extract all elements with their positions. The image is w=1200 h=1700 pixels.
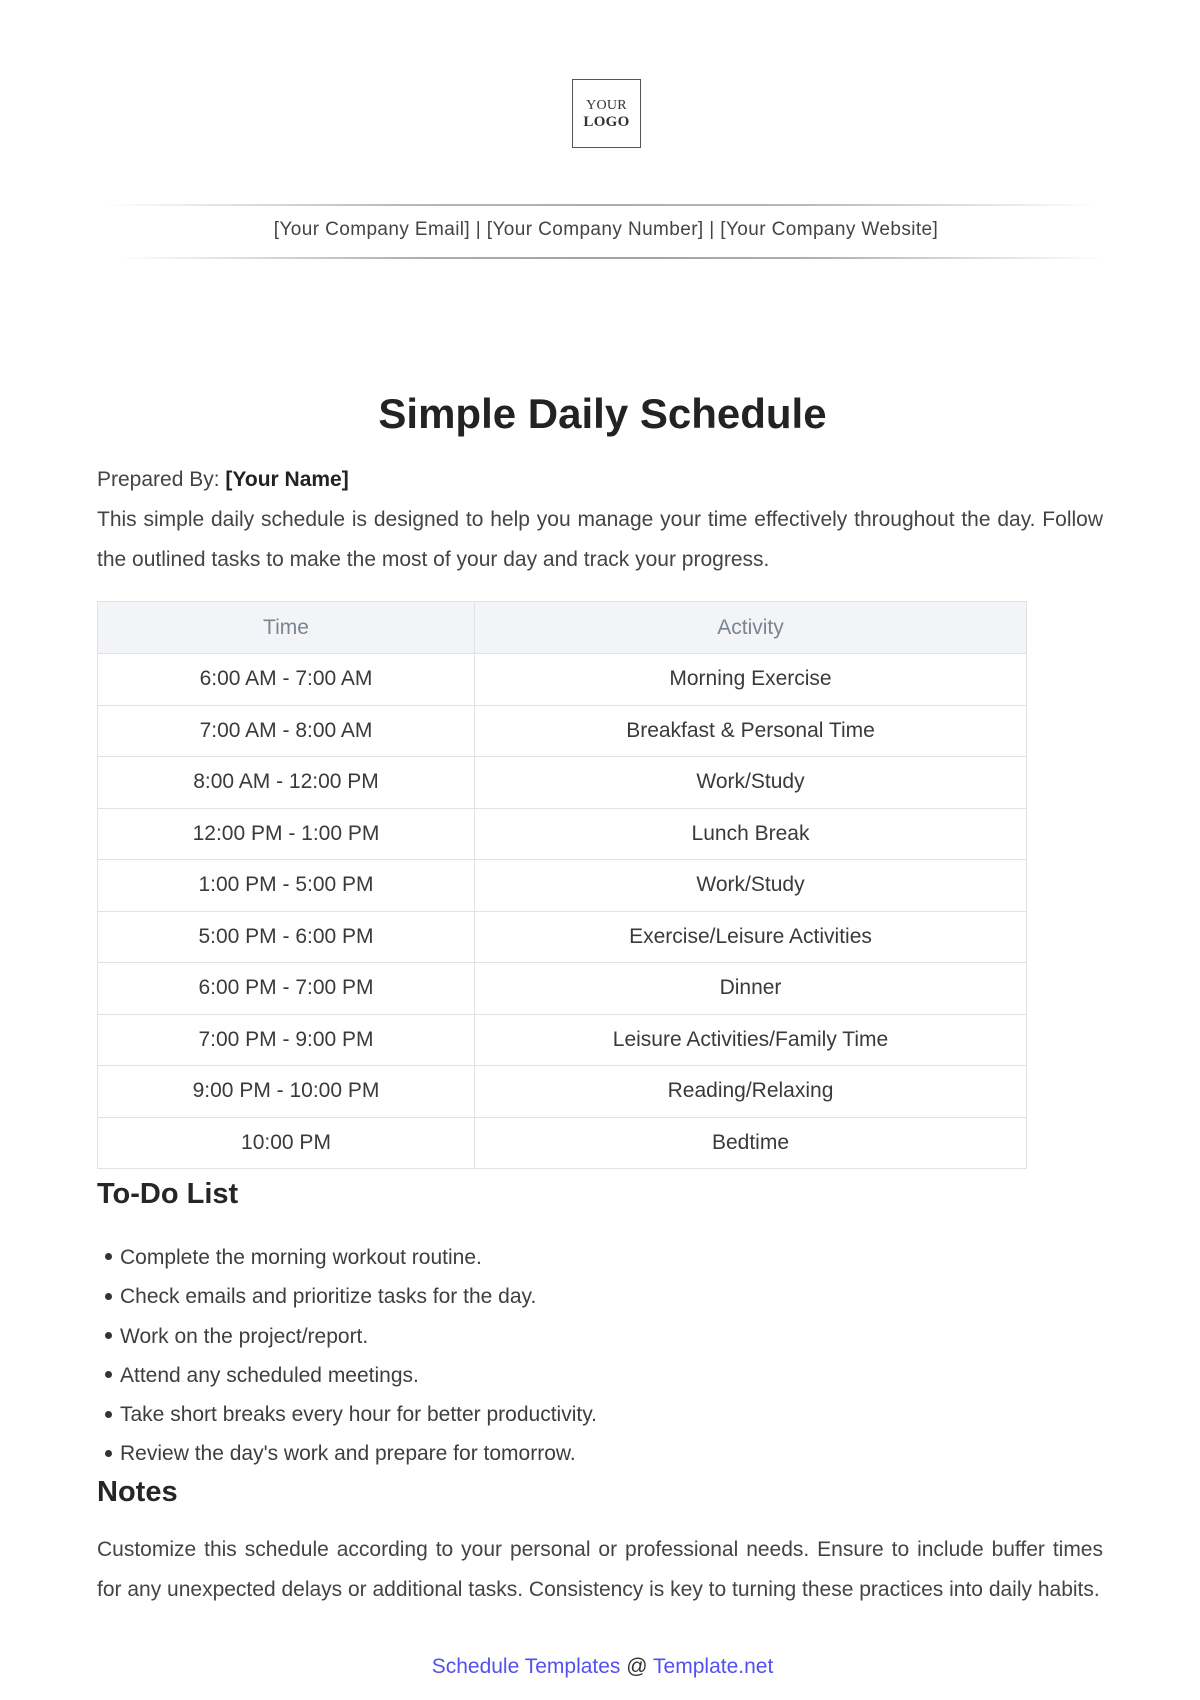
list-item [97,1395,597,1434]
time-cell: 10:00 PM [98,1117,475,1169]
intro-paragraph: This simple daily schedule is designed to help you manage your time effectively throughout the day. Follow the outlined tasks to make the most of your day and track your progress. [97,508,1103,571]
bullet-icon [105,1253,112,1260]
table-row [98,1014,1027,1066]
prepared-by-label: Prepared By: [97,468,220,491]
header-divider-top [105,204,1100,206]
table-row [98,757,1027,809]
table-row [98,654,1027,706]
table-header-row [98,602,1027,654]
bullet-icon [105,1293,112,1300]
prepared-by-name: [Your Name] [225,468,349,491]
table-row [98,705,1027,757]
activity-cell: Breakfast & Personal Time [475,705,1027,757]
activity-cell: Leisure Activities/Family Time [475,1014,1027,1066]
bullet-icon [105,1411,112,1418]
time-cell: 6:00 PM - 7:00 PM [98,963,475,1015]
activity-cell: Dinner [475,963,1027,1015]
activity-cell: Work/Study [475,860,1027,912]
footer-separator: @ [620,1655,654,1678]
list-item [97,1317,597,1356]
time-cell: 1:00 PM - 5:00 PM [98,860,475,912]
list-item-text: Review the day's work and prepare for tomorrow. [120,1442,576,1466]
time-cell: 8:00 AM - 12:00 PM [98,757,475,809]
time-cell: 7:00 AM - 8:00 AM [98,705,475,757]
logo-line-1: YOUR [586,97,627,113]
document-title: Simple Daily Schedule [378,390,827,437]
header-divider-bottom [120,257,1105,259]
table-row [98,963,1027,1015]
bullet-icon [105,1332,112,1339]
list-item-text: Work on the project/report. [120,1324,369,1348]
activity-cell: Lunch Break [475,808,1027,860]
todo-list [97,1238,597,1474]
table-row [98,1117,1027,1169]
list-item-text: Complete the morning workout routine. [120,1246,482,1269]
time-cell: 6:00 AM - 7:00 AM [98,654,475,706]
notes-paragraph: Customize this schedule according to your personal or professional needs. Ensure to include buffer times for any unexpected delays or additional tasks. Consistency is key to turning these practices into daily habits. [97,1538,1103,1601]
company-contact-line: [Your Company Email] | [Your Company Number] | [Your Company Website] [273,219,939,240]
table-row [98,808,1027,860]
list-item-text: Attend any scheduled meetings. [120,1363,419,1387]
time-cell: 7:00 PM - 9:00 PM [98,1014,475,1066]
list-item [97,1277,597,1316]
activity-cell: Reading/Relaxing [475,1066,1027,1118]
notes-heading: Notes [97,1476,178,1508]
schedule-table [97,601,1027,1169]
list-item [97,1238,597,1277]
activity-cell: Bedtime [475,1117,1027,1169]
table-row [98,860,1027,912]
list-item-text: Check emails and prioritize tasks for the day. [120,1285,537,1309]
time-cell: 12:00 PM - 1:00 PM [98,808,475,860]
table-row [98,911,1027,963]
table-row [98,1066,1027,1118]
logo-line-2: LOGO [583,113,630,130]
footer-attribution [0,1655,1200,1679]
column-header-activity: Activity [475,602,1027,654]
activity-cell: Exercise/Leisure Activities [475,911,1027,963]
prepared-by [97,468,349,492]
activity-cell: Work/Study [475,757,1027,809]
company-logo-placeholder [572,79,641,148]
list-item [97,1356,597,1395]
bullet-icon [105,1450,112,1457]
time-cell: 9:00 PM - 10:00 PM [98,1066,475,1118]
todo-heading: To-Do List [97,1178,239,1210]
time-cell: 5:00 PM - 6:00 PM [98,911,475,963]
activity-cell: Morning Exercise [475,654,1027,706]
bullet-icon [105,1371,112,1378]
list-item-text: Take short breaks every hour for better productivity. [120,1403,597,1427]
column-header-time: Time [98,602,475,654]
list-item [97,1434,597,1473]
schedule-templates-link[interactable]: Schedule Templates [431,1655,621,1678]
template-net-link[interactable]: Template.net [653,1655,774,1678]
